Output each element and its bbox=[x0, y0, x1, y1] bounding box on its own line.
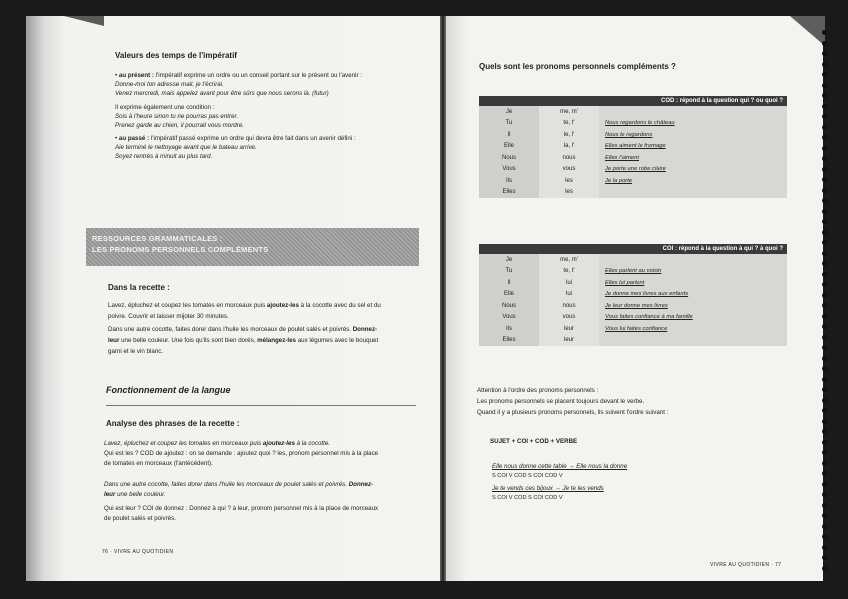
subject-cell: Je bbox=[479, 106, 539, 118]
pronoun-cell: les bbox=[539, 175, 599, 187]
analyse-line bbox=[104, 491, 166, 499]
spiral-ring bbox=[822, 51, 827, 56]
attention-rule: Les pronoms personnels se placent toujours devant le verbe. bbox=[477, 398, 645, 405]
pronoun-cell: vous bbox=[539, 312, 599, 324]
table-row bbox=[479, 118, 787, 130]
spiral-ring bbox=[822, 135, 827, 140]
table-row bbox=[479, 254, 787, 266]
subject-cell: Ils bbox=[479, 175, 539, 187]
coi-table bbox=[479, 244, 787, 346]
pronoun-cell: nous bbox=[539, 300, 599, 312]
pronoun-cell: lui bbox=[539, 277, 599, 289]
spiral-ring bbox=[822, 41, 827, 46]
subject-cell: Je bbox=[479, 254, 539, 266]
spiral-ring bbox=[822, 566, 827, 571]
cod-table bbox=[479, 96, 787, 198]
left-page bbox=[26, 16, 441, 581]
recette-emphasis: mélangez-les bbox=[257, 337, 296, 344]
spiral-ring bbox=[822, 125, 827, 130]
example-cell bbox=[599, 254, 787, 266]
present-line: • au présent : l'impératif exprime un ordre ou un conseil portant sur le présent ou l'avenir : bbox=[115, 72, 363, 79]
example-cell bbox=[599, 106, 787, 118]
passe-label: au passé : bbox=[118, 135, 150, 142]
subject-cell: Vous bbox=[479, 164, 539, 176]
example-cell: Vous lui faites confiance bbox=[599, 323, 787, 335]
coi-table-header: COI : répond à la question à qui ? à quoi ? bbox=[479, 244, 787, 254]
present-example: Venez mercredi, mais appelez avant pour être sûrs que nous serons là. (futur) bbox=[115, 90, 329, 97]
spiral-ring bbox=[822, 188, 827, 193]
spiral-ring bbox=[822, 408, 827, 413]
spiral-ring bbox=[822, 293, 827, 298]
subject-cell: Ils bbox=[479, 323, 539, 335]
order-example: Je te vends ces bijoux → Je te les vends bbox=[492, 485, 604, 492]
spiral-ring bbox=[822, 156, 827, 161]
analyse-line: Qui est les ? COD de ajoutez : on se demande : ajoutez quoi ? les, pronom personnel mis à la place bbox=[104, 450, 379, 457]
pronoun-cell: te, t' bbox=[539, 266, 599, 278]
analyse-line: de tomates en morceaux (l'antécédent). bbox=[104, 460, 213, 467]
spiral-ring bbox=[822, 230, 827, 235]
spiral-ring bbox=[822, 198, 827, 203]
attention-line: Quand il y a plusieurs pronoms personnels, ils suivent l'ordre suivant : bbox=[477, 409, 669, 416]
spiral-ring bbox=[822, 30, 827, 35]
condition-example: Prenez garde au chien, il pourrait vous mordre. bbox=[115, 122, 244, 129]
example-cell: Nous regardons le château bbox=[599, 118, 787, 130]
spiral-ring bbox=[822, 545, 827, 550]
subject-cell: Tu bbox=[479, 118, 539, 130]
spiral-ring bbox=[822, 104, 827, 109]
spiral-ring bbox=[822, 524, 827, 529]
analyse-line: de poulet salés et poivrés. bbox=[104, 515, 176, 522]
recette-text: à la cocotte avec du sel et du bbox=[300, 302, 381, 309]
condition-text: Il exprime également une condition : bbox=[115, 104, 215, 111]
spiral-ring bbox=[822, 303, 827, 308]
page-corner-fold bbox=[64, 16, 104, 26]
pronoun-cell: te, t' bbox=[539, 118, 599, 130]
table-row bbox=[479, 129, 787, 141]
table-row bbox=[479, 175, 787, 187]
table-row bbox=[479, 289, 787, 301]
spiral-ring bbox=[822, 335, 827, 340]
analyse-line: Qui est leur ? COI de donnez : Donnez à qui ? à leur, pronom personnel mis à la place de morceaux bbox=[104, 505, 379, 512]
spiral-ring bbox=[822, 219, 827, 224]
spiral-ring bbox=[822, 387, 827, 392]
section-band bbox=[86, 228, 419, 266]
table-row bbox=[479, 187, 787, 199]
example-cell: Je donne mes livres aux enfants bbox=[599, 289, 787, 301]
spiral-ring bbox=[822, 513, 827, 518]
spiral-ring bbox=[822, 419, 827, 424]
passe-example: Soyez rentrés à minuit au plus tard. bbox=[115, 153, 213, 160]
pronoun-cell: les bbox=[539, 187, 599, 199]
pronoun-cell: nous bbox=[539, 152, 599, 164]
spiral-ring bbox=[822, 366, 827, 371]
book-spine bbox=[440, 16, 446, 581]
present-text: l'impératif exprime un ordre ou un conseil portant sur le présent ou l'avenir : bbox=[155, 72, 363, 79]
example-cell: Je porte une robe claire bbox=[599, 164, 787, 176]
pronoun-cell: la, l' bbox=[539, 141, 599, 153]
passe-text: l'impératif passé exprime un ordre qui devra être fait dans un avenir défini : bbox=[150, 135, 356, 142]
analyse-text: Lavez, épluchez et coupez les tomates en morceaux puis bbox=[104, 440, 262, 447]
present-label: au présent : bbox=[118, 72, 154, 79]
order-formula: SUJET + COI + COD + VERBE bbox=[490, 438, 578, 445]
spiral-ring bbox=[822, 429, 827, 434]
table-row bbox=[479, 323, 787, 335]
example-cell: Elles l'aiment bbox=[599, 152, 787, 164]
pronoun-cell: me, m' bbox=[539, 106, 599, 118]
heading-fonctionnement: Fonctionnement de la langue bbox=[106, 385, 231, 395]
spiral-ring bbox=[822, 272, 827, 277]
recette-emphasis: Donnez- bbox=[352, 326, 378, 333]
spiral-ring bbox=[822, 377, 827, 382]
table-row bbox=[479, 266, 787, 278]
divider bbox=[106, 405, 416, 406]
spiral-ring bbox=[822, 314, 827, 319]
spiral-ring bbox=[822, 324, 827, 329]
table-row bbox=[479, 106, 787, 118]
present-example: Donne-moi ton adresse mail, je t'écrirai. bbox=[115, 81, 224, 88]
example-cell bbox=[599, 335, 787, 347]
passe-example: Aie terminé le nettoyage avant que le bateau arrive. bbox=[115, 144, 257, 151]
heading-recette: Dans la recette : bbox=[108, 283, 170, 292]
order-example-tags: S COI V COD S COI COD V bbox=[492, 495, 563, 501]
table-row bbox=[479, 335, 787, 347]
pronoun-cell: leur bbox=[539, 323, 599, 335]
pronoun-cell: lui bbox=[539, 289, 599, 301]
subject-cell: Il bbox=[479, 129, 539, 141]
spiral-ring bbox=[822, 461, 827, 466]
heading-valeurs: Valeurs des temps de l'impératif bbox=[115, 51, 237, 60]
analyse-text: une belle couleur. bbox=[117, 491, 166, 498]
table-row bbox=[479, 300, 787, 312]
spiral-ring bbox=[822, 345, 827, 350]
example-cell: Elles parlent au voisin bbox=[599, 266, 787, 278]
recette-line: poivre. Couvrir et laisser mijoter 30 minutes. bbox=[108, 313, 229, 320]
spiral-ring bbox=[822, 450, 827, 455]
pronoun-cell: le, l' bbox=[539, 129, 599, 141]
example-cell: Elles lui parlent bbox=[599, 277, 787, 289]
spiral-ring bbox=[822, 177, 827, 182]
spiral-ring bbox=[822, 114, 827, 119]
example-cell: Elles aiment le fromage bbox=[599, 141, 787, 153]
order-example-tags: S COI V COD S COI COD V bbox=[492, 473, 563, 479]
analyse-line bbox=[104, 440, 330, 448]
band-title-line: LES PRONOMS PERSONNELS COMPLÉMENTS bbox=[92, 245, 269, 254]
spiral-ring bbox=[822, 440, 827, 445]
recette-emphasis: leur bbox=[108, 337, 120, 344]
example-cell: Je leur donne mes livres bbox=[599, 300, 787, 312]
example-cell: Vous faites confiance à ma famille bbox=[599, 312, 787, 324]
page-corner-fold bbox=[790, 16, 825, 46]
subject-cell: Elle bbox=[479, 289, 539, 301]
spiral-binding bbox=[821, 30, 829, 570]
subject-cell: Tu bbox=[479, 266, 539, 278]
spiral-ring bbox=[822, 492, 827, 497]
subject-cell: Elles bbox=[479, 187, 539, 199]
heading-pronoms: Quels sont les pronoms personnels compléments ? bbox=[479, 62, 676, 71]
analyse-text: à la cocotte. bbox=[296, 440, 331, 447]
condition-example: Sois à l'heure sinon tu ne pourras pas entrer. bbox=[115, 113, 239, 120]
attention-line: Attention à l'ordre des pronoms personnels : bbox=[477, 387, 599, 394]
pronoun-cell: vous bbox=[539, 164, 599, 176]
subject-cell: Il bbox=[479, 277, 539, 289]
recette-text: Lavez, épluchez et coupez les tomates en morceaux puis bbox=[108, 302, 266, 309]
attention-line bbox=[477, 398, 644, 406]
order-example: Elle nous donne cette table → Elle nous la donne bbox=[492, 463, 628, 470]
analyse-text: Dans une autre cocotte, faites dorer dans l'huile les morceaux de poulet salés et poivrés. bbox=[104, 481, 347, 488]
subject-cell: Elles bbox=[479, 335, 539, 347]
recette-text: une belle couleur. Une fois qu'ils sont bien dorés, bbox=[121, 337, 256, 344]
table-row bbox=[479, 141, 787, 153]
spiral-ring bbox=[822, 167, 827, 172]
recette-line: garni et le vin blanc. bbox=[108, 348, 164, 355]
recette-line bbox=[108, 302, 381, 310]
example-cell bbox=[599, 187, 787, 199]
analyse-line bbox=[104, 481, 373, 489]
spiral-ring bbox=[822, 282, 827, 287]
passe-line: • au passé : l'impératif passé exprime un ordre qui devra être fait dans un avenir défini : bbox=[115, 135, 356, 142]
recette-emphasis: ajoutez-les bbox=[266, 302, 299, 309]
spiral-ring bbox=[822, 261, 827, 266]
table-row bbox=[479, 164, 787, 176]
page-number-left: 76 · VIVRE AU QUOTIDIEN bbox=[102, 549, 174, 555]
subject-cell: Nous bbox=[479, 300, 539, 312]
page-number-right: VIVRE AU QUOTIDIEN · 77 bbox=[710, 562, 782, 568]
table-row bbox=[479, 277, 787, 289]
example-cell: Nous le regardons bbox=[599, 129, 787, 141]
spiral-ring bbox=[822, 93, 827, 98]
cod-table-header: COD : répond à la question qui ? ou quoi ? bbox=[479, 96, 787, 106]
recette-text: aux légumes avec le bouquet bbox=[297, 337, 379, 344]
recette-text: Dans une autre cocotte, faites dorer dans l'huile les morceaux de poulet salés et poivrés. bbox=[108, 326, 351, 333]
subject-cell: Elle bbox=[479, 141, 539, 153]
spiral-ring bbox=[822, 62, 827, 67]
recette-line bbox=[108, 326, 377, 334]
subject-cell: Vous bbox=[479, 312, 539, 324]
analyse-emphasis: Donnez- bbox=[348, 481, 374, 488]
heading-analyse: Analyse des phrases de la recette : bbox=[106, 419, 240, 428]
spiral-ring bbox=[822, 209, 827, 214]
spiral-ring bbox=[822, 146, 827, 151]
spiral-ring bbox=[822, 72, 827, 77]
example-cell: Je la porte bbox=[599, 175, 787, 187]
spiral-ring bbox=[822, 471, 827, 476]
spiral-ring bbox=[822, 503, 827, 508]
spiral-ring bbox=[822, 240, 827, 245]
analyse-emphasis: leur bbox=[104, 491, 116, 498]
spiral-ring bbox=[822, 534, 827, 539]
pronoun-cell: me, m' bbox=[539, 254, 599, 266]
spiral-ring bbox=[822, 356, 827, 361]
analyse-emphasis: ajoutez-les bbox=[262, 440, 295, 447]
spiral-ring bbox=[822, 555, 827, 560]
band-title-line: RESSOURCES GRAMMATICALES : bbox=[92, 234, 223, 243]
spiral-ring bbox=[822, 398, 827, 403]
table-row bbox=[479, 152, 787, 164]
spiral-ring bbox=[822, 83, 827, 88]
spiral-ring bbox=[822, 482, 827, 487]
subject-cell: Nous bbox=[479, 152, 539, 164]
spiral-ring bbox=[822, 251, 827, 256]
pronoun-cell: leur bbox=[539, 335, 599, 347]
table-row bbox=[479, 312, 787, 324]
recette-line bbox=[108, 337, 378, 345]
